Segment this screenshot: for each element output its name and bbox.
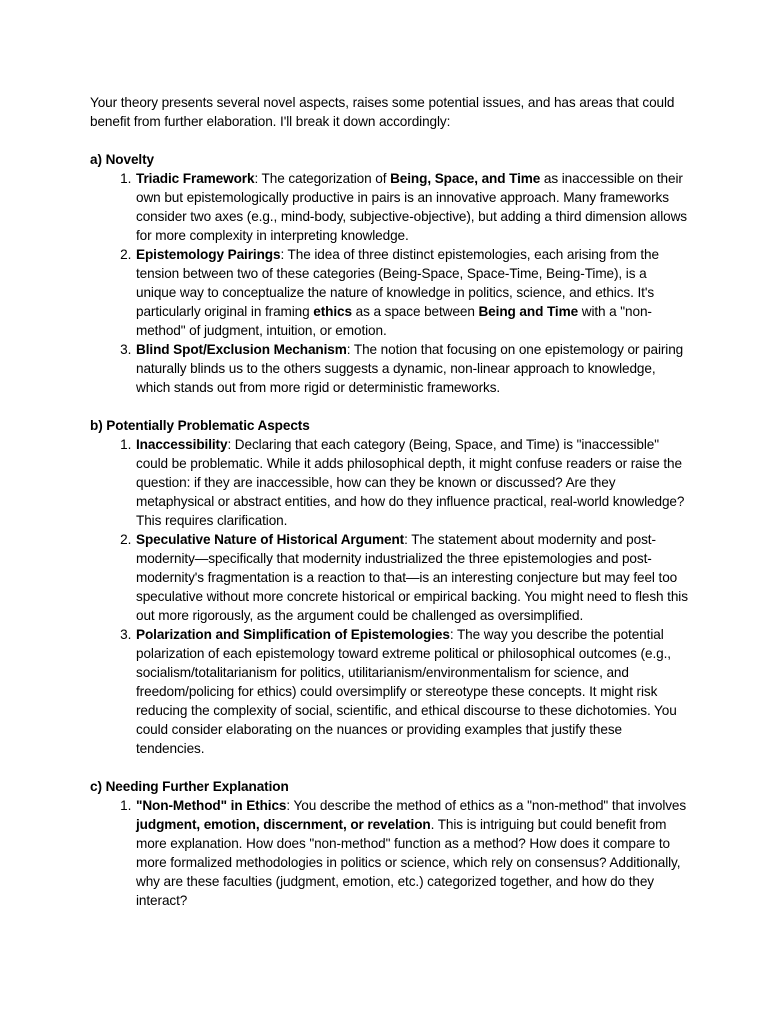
item-text: : The categorization of bbox=[254, 171, 391, 186]
section-problematic-aspects bbox=[90, 416, 690, 758]
list-item bbox=[135, 245, 690, 340]
item-text: . This is intriguing but could benefit from more explanation. How does "non-method" function as a method? How does it compare to more formalized methodologies in politics or science, which rely on consensus? Additionally, why are these faculties (judgment, emotion, etc.) categorized together, and how do they interact? bbox=[136, 817, 681, 908]
item-text: : The statement about modernity and post-modernity—specifically that modernity industrialized the three epistemologies and post-modernity's fragmentation is a reaction to that—is an interesting conjecture but may feel too speculative without more concrete historical or empirical backing. You might need to flesh this out more rigorously, as the argument could be challenged as oversimplified. bbox=[136, 532, 688, 623]
section-further-explanation bbox=[90, 777, 690, 910]
section-novelty bbox=[90, 150, 690, 397]
item-text: with a "non-method" of judgment, intuition, or emotion. bbox=[136, 304, 652, 338]
item-text: : Declaring that each category (Being, Space, and Time) is "inaccessible" could be problematic. While it adds philosophical depth, it might confuse readers or raise the question: if they are inaccessible, how can they be known or discussed? Are they metaphysical or abstract entities, and how do they influence practical, real-world knowledge? This requires clarification. bbox=[136, 437, 685, 528]
numbered-list bbox=[90, 435, 690, 758]
item-text: : You describe the method of ethics as a "non-method" that involves bbox=[286, 798, 687, 813]
item-text: as a space between bbox=[351, 304, 479, 319]
item-title: Speculative Nature of Historical Argument bbox=[136, 532, 405, 547]
numbered-list bbox=[90, 796, 690, 910]
section-heading: a) Novelty bbox=[90, 152, 154, 167]
list-item bbox=[135, 625, 690, 758]
item-text: : The notion that focusing on one epistemology or pairing naturally blinds us to the others suggests a dynamic, non-linear approach to knowledge, which stands out from more rigid or deterministic frameworks. bbox=[136, 342, 684, 395]
item-title: "Non-Method" in Ethics bbox=[136, 798, 287, 813]
item-title: Triadic Framework bbox=[136, 171, 255, 186]
item-title: Polarization and Simplification of Epistemologies bbox=[136, 627, 450, 642]
item-bold-text: ethics bbox=[313, 304, 352, 319]
item-bold-text: Being and Time bbox=[478, 304, 579, 319]
item-bold-text: Being, Space, and Time bbox=[390, 171, 541, 186]
list-item bbox=[135, 169, 690, 245]
numbered-list bbox=[90, 169, 690, 397]
item-text: as inaccessible on their own but epistemologically productive in pairs is an innovative approach. Many frameworks consider two axes (e.g., mind-body, subjective-objective), but adding a third dimension allows for more complexity in interpreting knowledge. bbox=[136, 171, 687, 243]
item-text: : The way you describe the potential polarization of each epistemology toward extreme political or philosophical outcomes (e.g., socialism/totalitarianism for politics, utilitarianism/environmentalism for science, and freedom/policing for ethics) could oversimplify or stereotype these concepts. It might risk reducing the complexity of social, scientific, and ethical discourse to these dichotomies. You could consider elaborating on the nuances or providing examples that justify these tendencies. bbox=[136, 627, 677, 756]
section-heading: b) Potentially Problematic Aspects bbox=[90, 418, 310, 433]
list-item bbox=[135, 530, 690, 625]
intro-paragraph: Your theory presents several novel aspects, raises some potential issues, and has areas that could benefit from further elaboration. I'll break it down accordingly: bbox=[90, 95, 675, 129]
list-item bbox=[135, 796, 690, 910]
item-bold-text: judgment, emotion, discernment, or revelation bbox=[136, 817, 431, 832]
section-heading: c) Needing Further Explanation bbox=[90, 779, 289, 794]
item-title: Inaccessibility bbox=[136, 437, 228, 452]
item-text: : The idea of three distinct epistemologies, each arising from the tension between two of these categories (Being-Space, Space-Time, Being-Time), is a unique way to conceptualize the nature of knowledge in politics, science, and ethics. It's particularly original in framing bbox=[136, 247, 659, 319]
item-title: Blind Spot/Exclusion Mechanism bbox=[136, 342, 347, 357]
list-item bbox=[135, 435, 690, 530]
document-page bbox=[90, 93, 690, 929]
list-item bbox=[135, 340, 690, 397]
item-title: Epistemology Pairings bbox=[136, 247, 281, 262]
